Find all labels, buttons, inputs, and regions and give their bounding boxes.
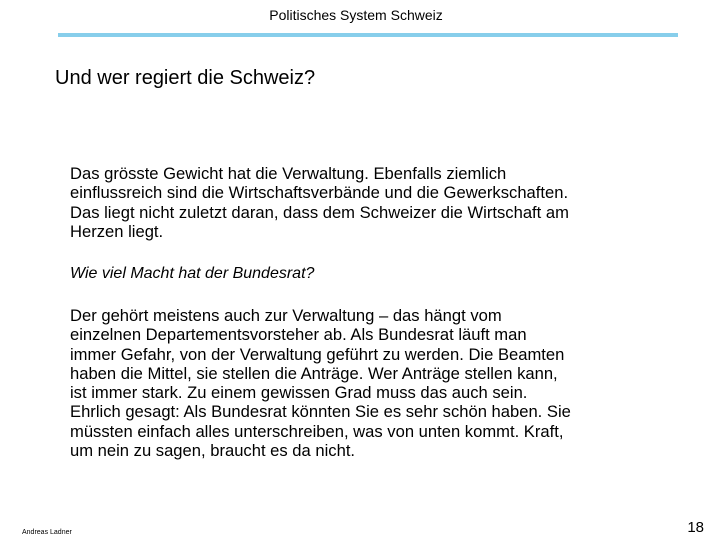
slide-title: Und wer regiert die Schweiz? [55, 67, 316, 89]
body-paragraph-1: Das grösste Gewicht hat die Verwaltung. Ebenfalls ziemlich einflussreich sind die Wirtschaftsverbände und die Gewerkschaften. Das liegt nicht zuletzt daran, dass dem Schweizer die Wirtschaft am Herzen liegt. [70, 164, 569, 241]
body-paragraph-2: Der gehört meistens auch zur Verwaltung – das hängt vom einzelnen Departementsvorsteher ab. Als Bundesrat läuft man immer Gefahr, von der Verwaltung geführt zu werden. Die Beamten haben die Mittel, sie stellen die Anträge. Wer Anträge stellen kann, ist immer stark. Zu einem gewissen Grad muss das auch sein. Ehrlich gesagt: Als Bundesrat könnten Sie es sehr schön haben. Sie müssten einfach alles unterschreiben, was von unten kommt. Kraft, um nein zu sagen, braucht es da nicht. [70, 306, 571, 461]
footer-author: Andreas Ladner [22, 529, 72, 536]
header-divider [58, 33, 678, 37]
page-number: 18 [687, 519, 704, 536]
question-heading: Wie viel Macht hat der Bundesrat? [70, 265, 315, 282]
header-title: Politisches System Schweiz [269, 7, 443, 23]
